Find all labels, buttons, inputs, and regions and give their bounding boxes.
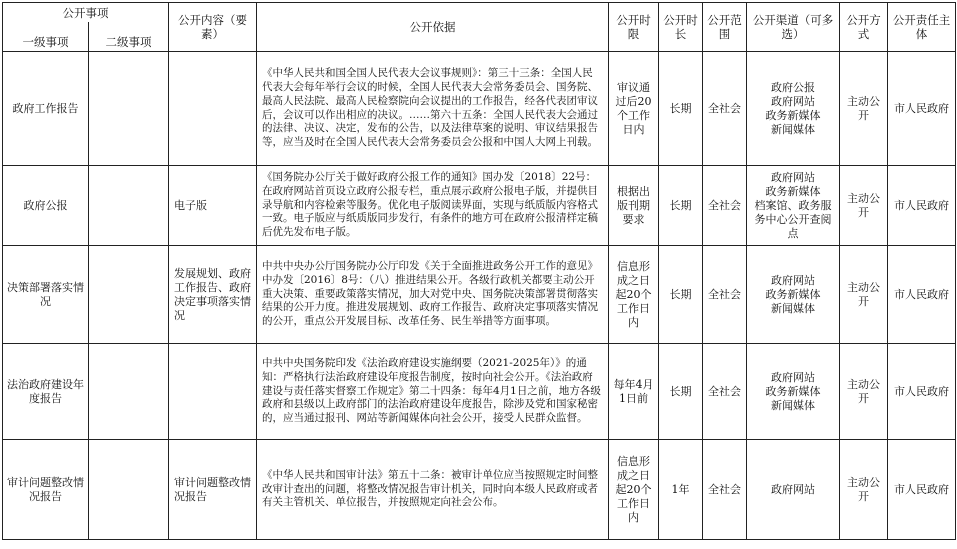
table-row [3,344,956,440]
duration-cell: 长期 [659,344,703,440]
scope-cell: 全社会 [703,52,747,166]
table-row [3,246,956,344]
method-cell: 主动公开 [840,166,888,246]
scope-cell: 全社会 [703,166,747,246]
duration-cell: 1年 [659,440,703,540]
table-row [3,440,956,540]
subject-cell: 市人民政府 [888,440,956,540]
header-content: 公开内容（要素） [169,3,257,52]
time-limit-cell: 信息形成之日起20个工作日内 [609,246,659,344]
header-duration: 公开时长 [659,3,703,52]
header-level1: 一级事项 [3,22,89,52]
header-matter: 公开事项 [3,3,169,22]
channels-cell: 政府网站 [747,440,840,540]
subject-cell: 市人民政府 [888,52,956,166]
scope-cell: 全社会 [703,246,747,344]
level1-cell: 法治政府建设年度报告 [3,344,89,440]
content-cell: 电子版 [169,166,257,246]
content-cell: 审计问题整改情况报告 [169,440,257,540]
header-method: 公开方式 [840,3,888,52]
level2-cell [89,344,169,440]
method-cell: 主动公开 [840,344,888,440]
channels-cell: 政府公报 政府网站 政务新媒体 新闻媒体 [747,52,840,166]
duration-cell: 长期 [659,246,703,344]
subject-cell: 市人民政府 [888,246,956,344]
subject-cell: 市人民政府 [888,344,956,440]
channels-cell: 政府网站 政务新媒体 新闻媒体 [747,344,840,440]
basis-cell: 《中华人民共和国审计法》第五十二条：被审计单位应当按照规定时间整改审计查出的问题，将整改情况报告审计机关，同时向本级人民政府或者有关主管机关、单位报告，并按照规定向社会公布。 [257,440,609,540]
scope-cell: 全社会 [703,440,747,540]
table-row [3,166,956,246]
scope-cell: 全社会 [703,344,747,440]
header-scope: 公开范围 [703,3,747,52]
header-level2: 二级事项 [89,22,169,52]
content-cell [169,52,257,166]
level1-cell: 政府公报 [3,166,89,246]
table-row [3,52,956,166]
basis-cell: 《中华人民共和国全国人民代表大会议事规则》：第三十三条：全国人民代表大会每年举行会议的时候，全国人民代表大会常务委员会、国务院、最高人民法院、最高人民检察院向会议提出的工作报告，经各代表团审议后，会议可以作出相应的决议。……第六十五条：全国人民代表大会通过的法律、决议、决定，发布的公告，以及法律草案的说明、审议结果报告等，应当及时在全国人民代表大会常务委员会公报和中国人大网上刊载。 [257,52,609,166]
time-limit-cell: 审议通过后20个工作日内 [609,52,659,166]
channels-cell: 政府网站 政务新媒体 档案馆、政务服务中心公开查阅点 [747,166,840,246]
time-limit-cell: 每年4月1日前 [609,344,659,440]
header-time-limit: 公开时限 [609,3,659,52]
basis-cell: 《国务院办公厅关于做好政府公报工作的通知》国办发〔2018〕22号：在政府网站首页设立政府公报专栏，重点展示政府公报电子版，并提供目录导航和内容检索等服务。优化电子版阅读界面，实现与纸质版内容格式一致。电子版应与纸质版同步发行，有条件的地方可在政府公报清样定稿后优先发布电子版。 [257,166,609,246]
method-cell: 主动公开 [840,52,888,166]
level2-cell [89,246,169,344]
level1-cell: 决策部署落实情况 [3,246,89,344]
channels-cell: 政府网站 政务新媒体 新闻媒体 [747,246,840,344]
header-subject: 公开责任主体 [888,3,956,52]
disclosure-table [2,2,956,540]
level1-cell: 审计问题整改情况报告 [3,440,89,540]
duration-cell: 长期 [659,52,703,166]
level1-cell: 政府工作报告 [3,52,89,166]
header-channels: 公开渠道（可多选） [747,3,840,52]
time-limit-cell: 根据出版刊期要求 [609,166,659,246]
basis-cell: 中共中央办公厅国务院办公厅印发《关于全面推进政务公开工作的意见》中办发〔2016〕8号：（八）推进结果公开。各级行政机关都要主动公开重大决策、重要政策落实情况，加大对党中央、国务院决策部署贯彻落实结果的公开力度。推进发展规划、政府工作报告、政府决定事项落实情况的公开，重点公开发展目标、改革任务、民生举措等方面事项。 [257,246,609,344]
level2-cell [89,440,169,540]
subject-cell: 市人民政府 [888,166,956,246]
time-limit-cell: 信息形成之日起20个工作日内 [609,440,659,540]
content-cell: 发展规划、政府工作报告、政府决定事项落实情况 [169,246,257,344]
duration-cell: 长期 [659,166,703,246]
level2-cell [89,166,169,246]
content-cell [169,344,257,440]
method-cell: 主动公开 [840,246,888,344]
level2-cell [89,52,169,166]
basis-cell: 中共中央国务院印发《法治政府建设实施纲要（2021-2025年）》的通知：严格执行法治政府建设年度报告制度，按时向社会公开。《法治政府建设与责任落实督察工作规定》第二十四条：每年4月1日之前，地方各级政府和县级以上政府部门的法治政府建设年度报告，除涉及党和国家秘密的，应当通过报刊、网站等新闻媒体向社会公开，接受人民群众监督。 [257,344,609,440]
header-basis: 公开依据 [257,3,609,52]
method-cell: 主动公开 [840,440,888,540]
